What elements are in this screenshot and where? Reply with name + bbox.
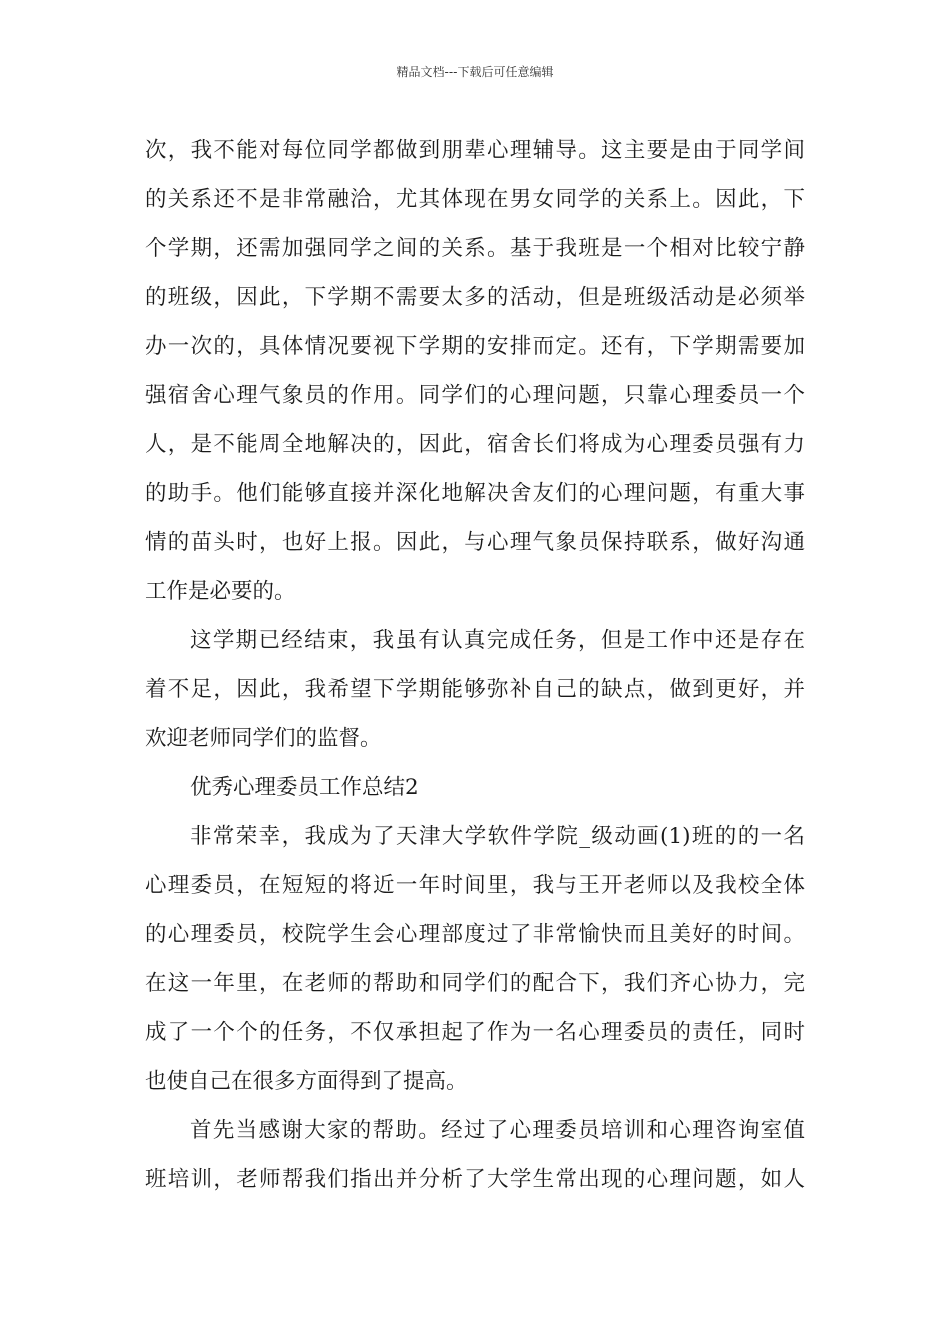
text-line: 次，我不能对每位同学都做到朋辈心理辅导。这主要是由于同学间 (145, 138, 805, 163)
text-line: 首先当感谢大家的帮助。经过了心理委员培训和心理咨询室值 (190, 1118, 805, 1143)
text-line: 工作是必要的。 (145, 579, 296, 604)
text-line: 也使自己在很多方面得到了提高。 (145, 1069, 468, 1094)
text-line: 办一次的，具体情况要视下学期的安排而定。还有，下学期需要加 (145, 334, 805, 359)
text-line: 个学期，还需加强同学之间的关系。基于我班是一个相对比较宁静 (145, 236, 805, 261)
text-line: 的心理委员，校院学生会心理部度过了非常愉快而且美好的时间。 (145, 922, 805, 947)
text-line: 的关系还不是非常融洽，尤其体现在男女同学的关系上。因此，下 (145, 187, 805, 212)
text-line: 的助手。他们能够直接并深化地解决舍友们的心理问题，有重大事 (145, 481, 805, 506)
text-line: 非常荣幸，我成为了天津大学软件学院_级动画(1)班的的一名 (190, 824, 805, 849)
page-header: 精品文档---下载后可任意编辑 (396, 65, 554, 79)
document-body (145, 126, 805, 1204)
text-line: 班培训，老师帮我们指出并分析了大学生常出现的心理问题，如人 (145, 1167, 805, 1192)
text-line: 优秀心理委员工作总结2 (190, 775, 419, 800)
text-line: 着不足，因此，我希望下学期能够弥补自己的缺点，做到更好，并 (145, 677, 805, 702)
text-line: 情的苗头时，也好上报。因此，与心理气象员保持联系，做好沟通 (145, 530, 805, 555)
text-line: 欢迎老师同学们的监督。 (145, 726, 382, 751)
text-line: 这学期已经结束，我虽有认真完成任务，但是工作中还是存在 (190, 628, 805, 653)
text-line: 心理委员，在短短的将近一年时间里，我与王开老师以及我校全体 (145, 873, 805, 898)
text-line: 成了一个个的任务，不仅承担起了作为一名心理委员的责任，同时 (145, 1020, 805, 1045)
text-line: 的班级，因此，下学期不需要太多的活动，但是班级活动是必须举 (145, 285, 805, 310)
text-line: 在这一年里，在老师的帮助和同学们的配合下，我们齐心协力，完 (145, 971, 805, 996)
text-line: 强宿舍心理气象员的作用。同学们的心理问题，只靠心理委员一个 (145, 383, 805, 408)
text-line: 人，是不能周全地解决的，因此，宿舍长们将成为心理委员强有力 (145, 432, 805, 457)
